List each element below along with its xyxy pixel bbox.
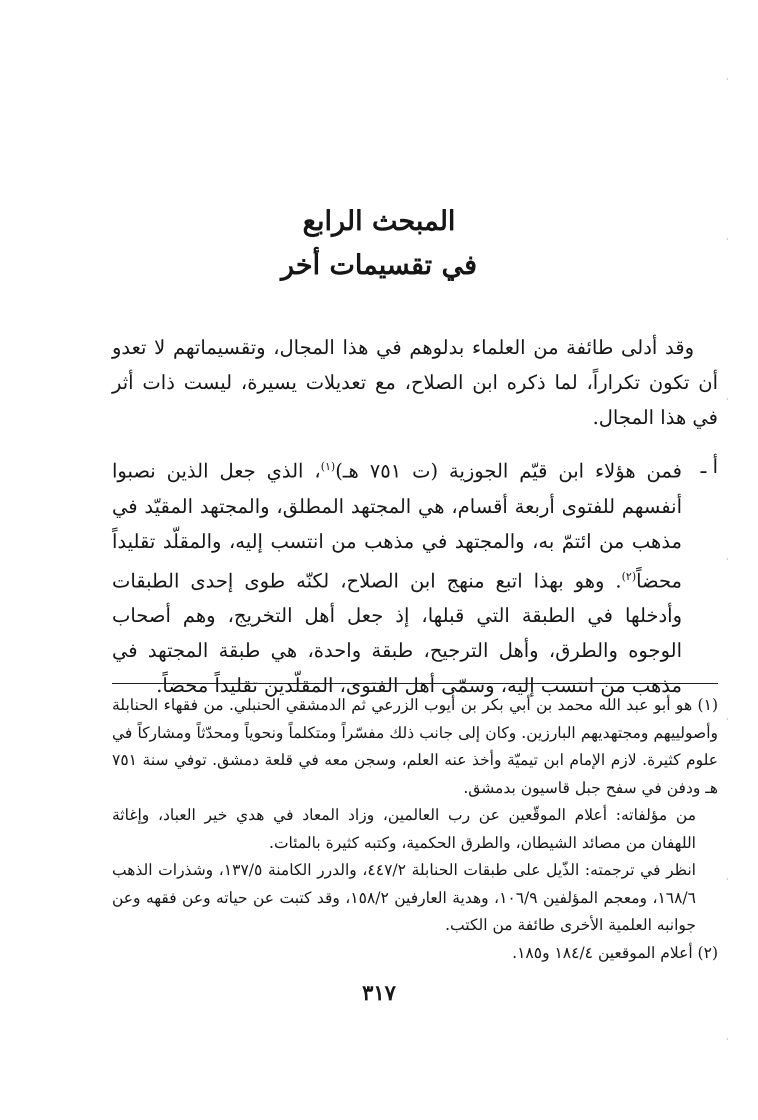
main-text: [112, 330, 718, 703]
footnote-separator: [112, 683, 718, 684]
page-number: ٣١٧: [362, 980, 396, 1005]
footnote-ref-1: (١): [320, 460, 336, 473]
margin-dots: · · · · · · ·: [726, 75, 729, 1044]
list-item-label: أ ـ: [700, 455, 718, 478]
footnote-1-works: من مؤلفاته: أعلام الموقّعين عن رب العالمين، وزاد المعاد في هدي خير العباد، وإغاثة اللهفان من مصائد الشيطان، والطرق الحكمية، وكتبه كثيرة بالمئات.: [112, 806, 696, 852]
footnote-1: (١) هو أبو عبد الله محمد بن أبي بكر بن أيوب الزرعي ثم الدمشقي الحنبلي. من فقهاء الحنابلة وأصولييهم ومجتهديهم البارزين. وكان إلى جانب ذلك مفسّراً ومتكلماً ونحوياً ومحدّثاً ومشاركاً في علوم كثيرة. لازم الإمام ابن تيميّة وأخذ عنه العلم، وسجن معه في قلعة دمشق. توفي سنة ٧٥١ هـ ودفن في سفح جبل قاسيون بدمشق.: [112, 696, 718, 797]
item-a-part2: ، الذي جعل الذين نصبوا أنفسهم للفتوى أربعة أقسام، هي المجتهد المطلق، والمجتهد المقيّد في مذهب من ائتمّ به، والمجتهد في مذهب من انتسب إليه، والمقلّد تقليداً محضاً: [112, 459, 682, 592]
footnotes: [112, 692, 718, 967]
item-a-part1: فمن هؤلاء ابن قيّم الجوزية (ت ٧٥١ هـ): [335, 459, 682, 483]
section-heading: [0, 200, 758, 288]
item-a-part3: . وهو بهذا اتبع منهج ابن الصلاح، لكنّه طوى إحدى الطبقات وأدخلها في الطبقة التي قبلها، إذ جعل أهل التخريج، وهم أصحاب الوجوه والطرق، وأهل الترجيح، طبقة واحدة، هي طبقة المجتهد في مذهب من انتسب إليه، وسمّى أهل الفتوى، المقلّدين تقليداً محضاً.: [112, 569, 682, 697]
section-title: المبحث الرابع: [302, 206, 456, 237]
section-subtitle: في تقسيمات أخر: [281, 250, 477, 281]
footnote-ref-2: (٢): [621, 569, 637, 583]
list-item-text: [112, 449, 682, 703]
footnote-1-sources: انظر في ترجمته: الذّيل على طبقات الحنابلة ٤٤٧/٢، والدرر الكامنة ١٣٧/٥، وشذرات الذهب ١٦٨/٦، ومعجم المؤلفين ١٠٦/٩، وهدية العارفين ١٥٨/٢، وقد كتبت عن حياته وعن فقهه وعن جوانبه العلمية الأخرى طائفة من الكتب.: [112, 861, 696, 934]
list-item-a: [112, 449, 718, 703]
footnote-2: (٢) أعلام الموقعين ١٨٤/٤ و١٨٥.: [512, 943, 718, 962]
intro-paragraph: وقد أدلى طائفة من العلماء بدلوهم في هذا المجال، وتقسيماتهم لا تعدو أن تكون تكراراً، لما ذكره ابن الصلاح، مع تعديلات يسيرة، ليست ذات أثر في هذا المجال.: [112, 336, 718, 429]
